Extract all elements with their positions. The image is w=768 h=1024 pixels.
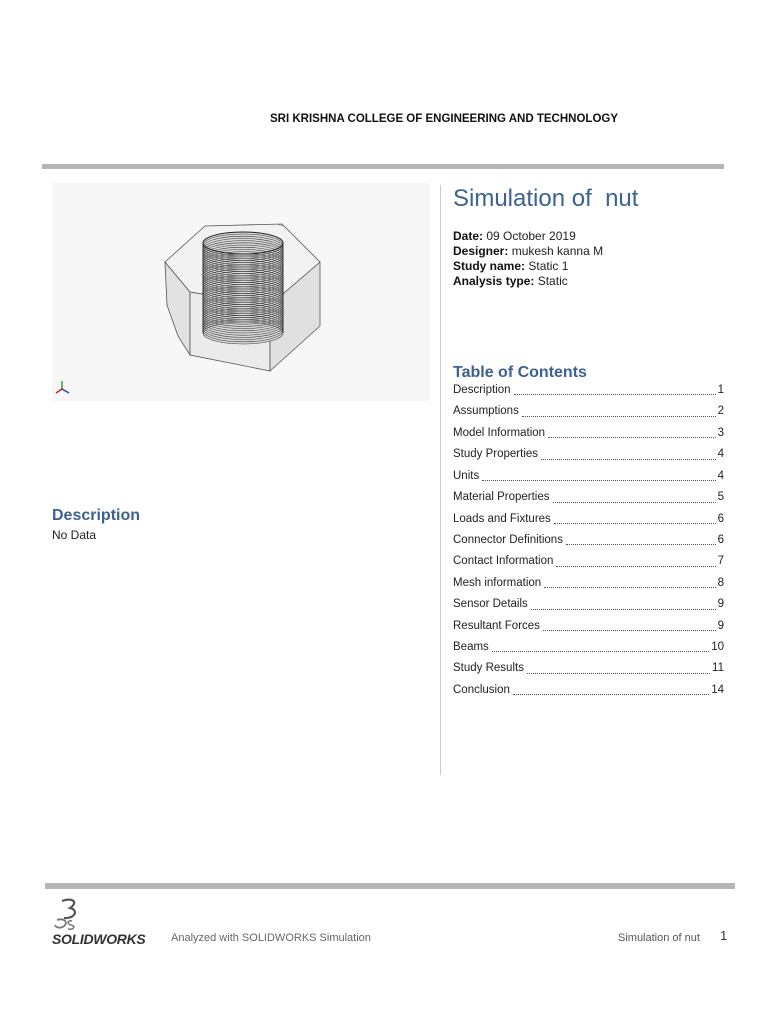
meta-date xyxy=(453,229,603,244)
report-meta xyxy=(453,229,603,289)
toc-entry[interactable] xyxy=(453,380,724,401)
meta-analysis-type xyxy=(453,274,603,289)
toc-entry[interactable] xyxy=(453,509,724,530)
toc-entry-label: Assumptions xyxy=(453,405,519,418)
toc-dot-leader xyxy=(513,694,709,695)
toc-entry-label: Mesh information xyxy=(453,576,542,589)
toc-entry[interactable] xyxy=(453,616,724,637)
toc-entry[interactable] xyxy=(453,637,724,658)
toc-dot-leader xyxy=(556,566,715,567)
solidworks-logo-text: SOLIDWORKS xyxy=(52,931,146,947)
report-title: Simulation of nut xyxy=(453,185,639,212)
axis-triad-icon xyxy=(54,379,72,397)
meta-study-name xyxy=(453,259,603,274)
toc-entry-page: 1 xyxy=(717,383,724,396)
footer-analyzed-with: Analyzed with SOLIDWORKS Simulation xyxy=(171,932,371,944)
toc-entry[interactable] xyxy=(453,573,724,594)
toc-entry[interactable] xyxy=(453,551,724,572)
toc-dot-leader xyxy=(482,480,715,481)
toc-heading: Table of Contents xyxy=(453,364,587,381)
toc-entry-page: 4 xyxy=(717,469,724,482)
toc-entry-label: Beams xyxy=(453,641,489,654)
toc-entry-page: 9 xyxy=(717,619,724,632)
toc-entry-label: Resultant Forces xyxy=(453,619,540,632)
toc-dot-leader xyxy=(522,416,716,417)
toc-entry[interactable] xyxy=(453,680,724,701)
toc-entry[interactable] xyxy=(453,658,724,679)
toc-entry-page: 7 xyxy=(717,555,724,568)
toc-entry-page: 5 xyxy=(717,491,724,504)
toc-entry-page: 9 xyxy=(717,598,724,611)
toc-entry-label: Study Properties xyxy=(453,448,539,461)
toc-dot-leader xyxy=(554,523,716,524)
toc-entry-label: Model Information xyxy=(453,426,546,439)
toc-entry-page: 10 xyxy=(711,641,724,654)
meta-value: mukesh kanna M xyxy=(511,244,604,258)
description-text: No Data xyxy=(52,528,97,542)
column-divider xyxy=(440,185,441,775)
toc-dot-leader xyxy=(553,502,716,503)
toc-entry-label: Study Results xyxy=(453,662,524,675)
toc-entry-label: Conclusion xyxy=(453,683,510,696)
toc-entry-page: 11 xyxy=(712,662,724,675)
solidworks-logo-mark xyxy=(52,897,82,931)
toc-dot-leader xyxy=(543,630,716,631)
toc-entry[interactable] xyxy=(453,423,724,444)
meta-value: Static xyxy=(537,274,568,288)
toc-entry-page: 4 xyxy=(717,448,724,461)
meta-label: Date: xyxy=(453,229,484,243)
nut-model-image xyxy=(52,183,430,401)
toc-dot-leader xyxy=(566,544,716,545)
toc-entry[interactable] xyxy=(453,530,724,551)
toc-entry-label: Connector Definitions xyxy=(453,533,563,546)
meta-value: Static 1 xyxy=(528,259,569,273)
toc-dot-leader xyxy=(527,673,710,674)
institution-header: SRI KRISHNA COLLEGE OF ENGINEERING AND TECHNOLOGY xyxy=(270,113,618,125)
toc-entry-label: Material Properties xyxy=(453,491,550,504)
toc-entry-page: 8 xyxy=(717,576,724,589)
toc-dot-leader xyxy=(544,587,715,588)
toc-entry-page: 6 xyxy=(717,512,724,525)
toc-dot-leader xyxy=(514,394,716,395)
toc-dot-leader xyxy=(541,459,716,460)
toc-dot-leader xyxy=(531,609,716,610)
toc-entry[interactable] xyxy=(453,487,724,508)
toc-entry-page: 14 xyxy=(711,683,724,696)
description-heading: Description xyxy=(52,507,141,524)
toc-entry-page: 2 xyxy=(717,405,724,418)
meta-value: 09 October 2019 xyxy=(486,229,576,243)
toc-entry-page: 6 xyxy=(717,533,724,546)
toc-entry[interactable] xyxy=(453,594,724,615)
toc-entry[interactable] xyxy=(453,444,724,465)
footer-page-number: 1 xyxy=(720,928,728,943)
toc-dot-leader xyxy=(492,651,709,652)
toc-entry-label: Sensor Details xyxy=(453,598,528,611)
footer-document-title: Simulation of nut xyxy=(618,932,700,944)
toc-entry-label: Loads and Fixtures xyxy=(453,512,551,525)
toc-entry-page: 3 xyxy=(717,426,724,439)
toc-entry[interactable] xyxy=(453,401,724,422)
header-rule xyxy=(42,164,724,169)
footer-rule xyxy=(45,883,735,889)
toc-entry[interactable] xyxy=(453,466,724,487)
meta-label: Study name: xyxy=(453,259,526,273)
meta-designer xyxy=(453,244,603,259)
toc-dot-leader xyxy=(548,437,716,438)
toc-entry-label: Units xyxy=(453,469,480,482)
toc-entry-label: Contact Information xyxy=(453,555,554,568)
table-of-contents xyxy=(453,380,724,701)
meta-label: Designer: xyxy=(453,244,509,258)
toc-entry-label: Description xyxy=(453,383,511,396)
meta-label: Analysis type: xyxy=(453,274,535,288)
